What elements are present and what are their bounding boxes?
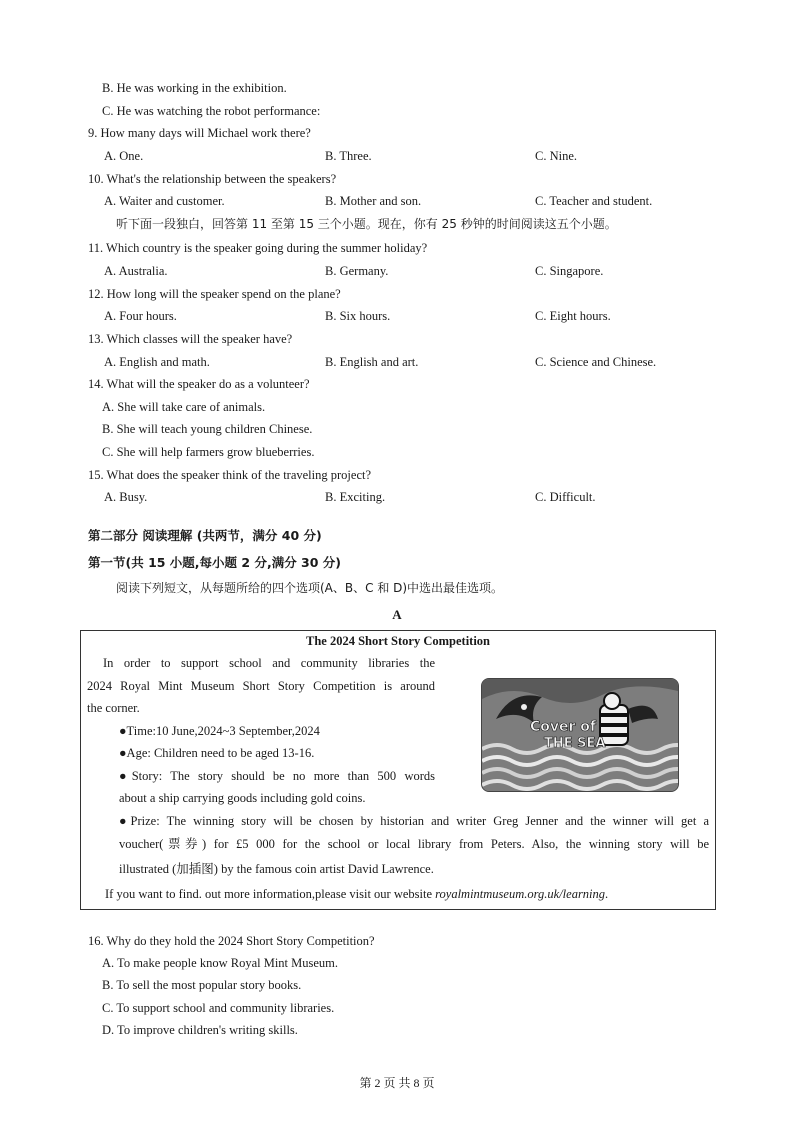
q9-option-c: C. Nine. — [535, 149, 578, 163]
passage-intro-line2: 2024 Royal Mint Museum Short Story Competition is around — [87, 679, 435, 693]
listening-instruction: 听下面一段独白，回答第 11 至第 15 三个小题。现在，你有 25 秒钟的时间阅读这五个小题。 — [116, 217, 617, 231]
q11-option-a: A. Australia. — [104, 264, 168, 278]
q16-option-c: C. To support school and community libraries. — [102, 1001, 335, 1015]
q13-question: 13. Which classes will the speaker have? — [88, 332, 293, 346]
more-info-period: . — [605, 887, 609, 901]
q15-option-a: A. Busy. — [104, 490, 148, 504]
passage-intro-line1: In order to support school and community libraries the — [103, 656, 435, 670]
q9-question: 9. How many days will Michael work there? — [88, 126, 311, 140]
passage-story-line2: about a ship carrying goods including gold coins. — [119, 791, 366, 805]
q15-option-c: C. Difficult. — [535, 490, 596, 504]
q16-option-b: B. To sell the most popular story books. — [102, 978, 302, 992]
illustration-text-line2: THE SEA — [544, 736, 606, 751]
q15-option-b: B. Exciting. — [325, 490, 386, 504]
q14-option-b: B. She will teach young children Chinese. — [102, 422, 313, 436]
reading-instruction: 阅读下列短文，从每题所给的四个选项(A、B、C 和 D)中选出最佳选项。 — [116, 581, 504, 595]
sea-illustration-svg — [482, 679, 678, 791]
passage-intro-line3: the corner. — [87, 701, 140, 715]
q8-option-c: C. He was watching the robot performance: — [102, 104, 321, 118]
passage-title: The 2024 Short Story Competition — [305, 634, 491, 648]
passage-prize-line3: illustrated (加插图) by the famous coin artist David Lawrence. — [119, 862, 434, 876]
q12-option-c: C. Eight hours. — [535, 309, 611, 323]
q13-option-b: B. English and art. — [325, 355, 419, 369]
passage-time: ●Time:10 June,2024~3 September,2024 — [119, 724, 320, 738]
q11-option-b: B. Germany. — [325, 264, 389, 278]
passage-box — [80, 630, 716, 910]
competition-illustration — [481, 678, 679, 792]
part2-subheading: 第一节(共 15 小题,每小题 2 分,满分 30 分) — [88, 555, 342, 570]
section-letter: A — [392, 607, 402, 622]
q14-option-c: C. She will help farmers grow blueberries. — [102, 445, 315, 459]
q9-option-a: A. One. — [104, 149, 144, 163]
passage-more-info — [105, 886, 608, 902]
q11-question: 11. Which country is the speaker going during the summer holiday? — [88, 241, 428, 255]
q11-option-c: C. Singapore. — [535, 264, 604, 278]
q16-question: 16. Why do they hold the 2024 Short Story Competition? — [88, 934, 375, 948]
q14-question: 14. What will the speaker do as a volunteer? — [88, 377, 310, 391]
q10-option-a: A. Waiter and customer. — [104, 194, 225, 208]
more-info-text: If you want to find. out more information,please visit our website — [105, 887, 436, 901]
q15-question: 15. What does the speaker think of the traveling project? — [88, 468, 372, 482]
q8-option-b: B. He was working in the exhibition. — [102, 81, 287, 95]
passage-story-line1: ●Story: The story should be no more than 500 words — [119, 769, 435, 783]
q9-option-b: B. Three. — [325, 149, 372, 163]
part2-heading: 第二部分 阅读理解 (共两节，满分 40 分) — [88, 528, 322, 543]
page-footer: 第 2 页 共 8 页 — [359, 1076, 435, 1090]
passage-prize-line2: voucher(票券) for £5 000 for the school or local library from Peters. Also, the winning story will be — [119, 837, 709, 851]
q10-question: 10. What's the relationship between the speakers? — [88, 172, 337, 186]
passage-prize-line1: ●Prize: The winning story will be chosen by historian and writer Greg Jenner and the winner will get a — [119, 814, 709, 828]
q12-option-a: A. Four hours. — [104, 309, 177, 323]
illustration-text-line1: Cover of — [530, 719, 597, 735]
website-link[interactable]: royalmintmuseum.org.uk/learning — [435, 887, 606, 901]
q16-option-a: A. To make people know Royal Mint Museum. — [102, 956, 339, 970]
q16-option-d: D. To improve children's writing skills. — [102, 1023, 298, 1037]
q13-option-a: A. English and math. — [104, 355, 210, 369]
passage-age: ●Age: Children need to be aged 13-16. — [119, 746, 315, 760]
q12-option-b: B. Six hours. — [325, 309, 391, 323]
q10-option-b: B. Mother and son. — [325, 194, 422, 208]
q10-option-c: C. Teacher and student. — [535, 194, 653, 208]
q14-option-a: A. She will take care of animals. — [102, 400, 266, 414]
q12-question: 12. How long will the speaker spend on the plane? — [88, 287, 341, 301]
q13-option-c: C. Science and Chinese. — [535, 355, 657, 369]
